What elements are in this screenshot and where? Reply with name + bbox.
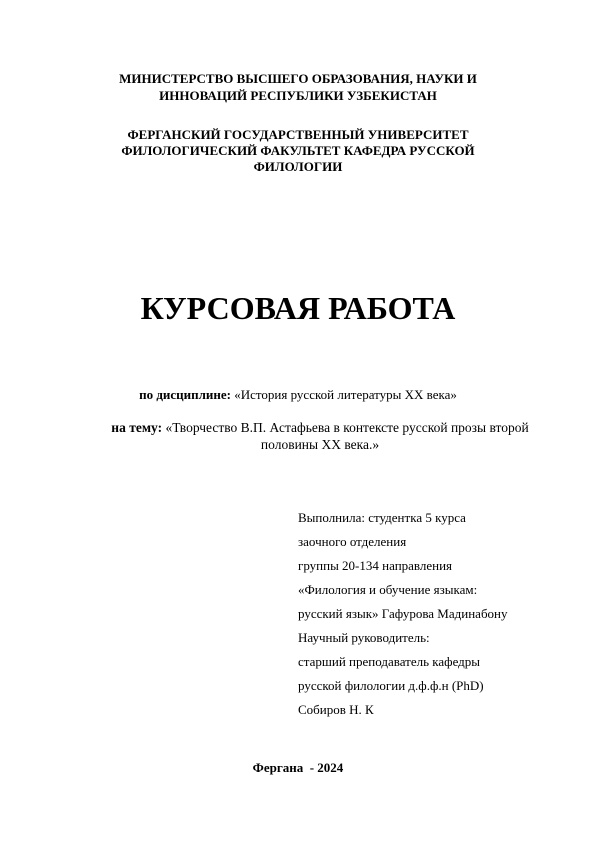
topic-line [90, 419, 550, 453]
author-line: русский язык» Гафурова Мадинабону [298, 606, 508, 621]
supervisor-line: русской филологии д.ф.ф.н (PhD) [298, 678, 484, 693]
author-info [298, 506, 508, 722]
topic-value: «Творчество В.П. Астафьева в контексте русской прозы второй половины XX века.» [162, 420, 529, 452]
ministry-line-2: ИННОВАЦИЙ РЕСПУБЛИКИ УЗБЕКИСТАН [159, 88, 437, 103]
supervisor-line: Научный руководитель: [298, 630, 430, 645]
author-line: «Филология и обучение языкам: [298, 582, 478, 597]
discipline-line [0, 386, 596, 403]
ministry-heading [0, 70, 596, 104]
supervisor-line: Собиров Н. К [298, 702, 374, 717]
author-line: заочного отделения [298, 534, 407, 549]
author-line: группы 20-134 направления [298, 558, 453, 573]
university-line-1: ФЕРГАНСКИЙ ГОСУДАРСТВЕННЫЙ УНИВЕРСИТЕТ [127, 127, 469, 142]
ministry-line-1: МИНИСТЕРСТВО ВЫСШЕГО ОБРАЗОВАНИЯ, НАУКИ И [119, 71, 477, 86]
discipline-value: «История русской литературы XX века» [231, 387, 457, 402]
author-line: Выполнила: студентка 5 курса [298, 510, 466, 525]
university-line-3: ФИЛОЛОГИИ [253, 159, 343, 174]
discipline-label: по дисциплине: [139, 387, 231, 402]
city-year: Фергана - 2024 [252, 760, 344, 775]
topic-label: на тему: [111, 420, 163, 435]
university-line-2: ФИЛОЛОГИЧЕСКИЙ ФАКУЛЬТЕТ КАФЕДРА РУССКОЙ [121, 143, 475, 158]
supervisor-line: старший преподаватель кафедры [298, 654, 481, 669]
document-title: КУРСОВАЯ РАБОТА [140, 290, 456, 326]
university-heading [0, 127, 596, 175]
